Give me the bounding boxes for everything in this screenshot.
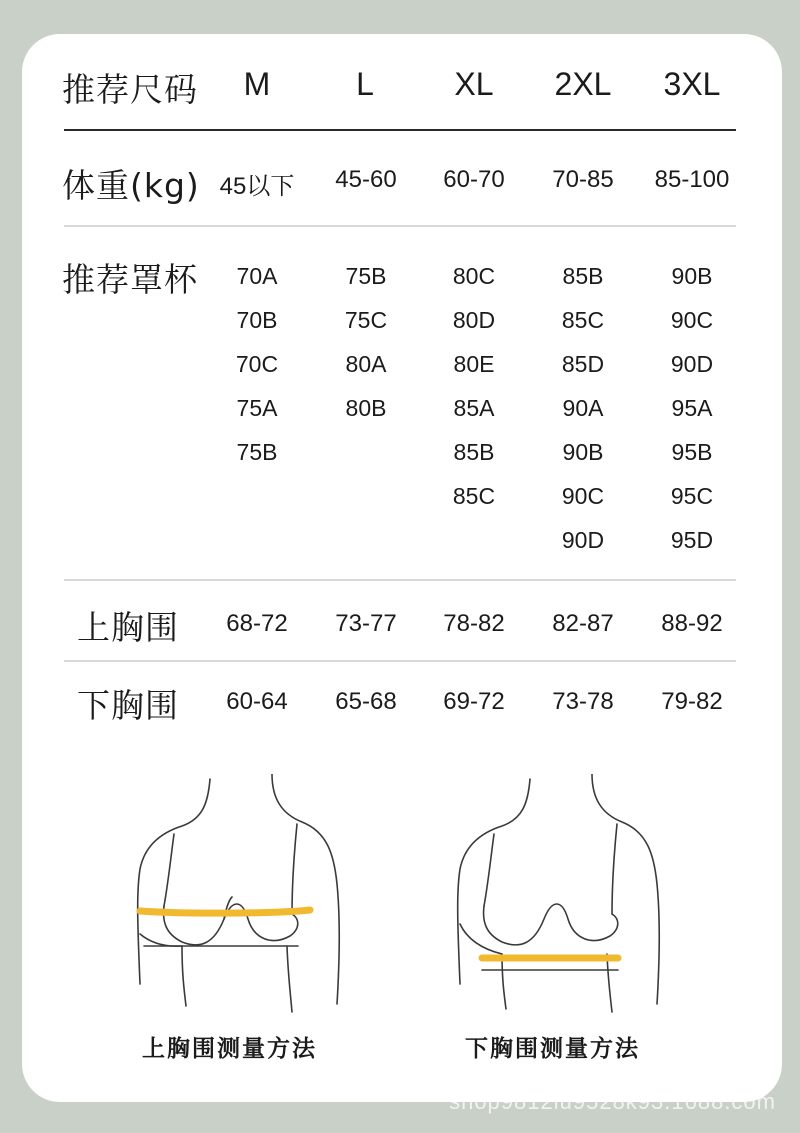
- under-bust-l: 65-68: [335, 688, 397, 715]
- cup-size: 90B: [671, 263, 713, 289]
- cup-size: 85B: [562, 263, 604, 289]
- cup-size: 90D: [670, 351, 714, 377]
- cup-size: 75C: [344, 307, 388, 333]
- header-row: [22, 64, 782, 114]
- cup-column: [637, 254, 747, 562]
- weight-xl: 60-70: [443, 166, 505, 193]
- header-divider: [64, 129, 736, 131]
- size-3xl: 3XL: [663, 66, 721, 102]
- size-l: L: [356, 66, 374, 102]
- cup-size: 90A: [562, 395, 604, 421]
- cup-size: 95C: [670, 483, 714, 509]
- size-m: M: [243, 66, 271, 102]
- upper-bust-method-caption: 上胸围测量方法: [142, 1036, 317, 1062]
- size-2xl: 2XL: [554, 66, 612, 102]
- cup-size: 80E: [453, 351, 495, 377]
- cup-size: 85B: [453, 439, 495, 465]
- cup-column: [202, 254, 312, 474]
- under-bust-illustration: [442, 774, 672, 1014]
- cup-size: 85D: [561, 351, 605, 377]
- cup-size: 80C: [452, 263, 496, 289]
- under-bust-label: 下胸围: [77, 686, 179, 725]
- upper-bust-band: [140, 910, 310, 913]
- cup-size: 75B: [345, 263, 387, 289]
- cup-size: 70A: [236, 263, 278, 289]
- cup-size: 70C: [235, 351, 279, 377]
- under-bust-3xl: 79-82: [661, 688, 723, 715]
- watermark: shop9812lu9528k93.1688.com: [449, 1089, 776, 1114]
- cup-size: 70B: [236, 307, 278, 333]
- cup-size: 85A: [453, 395, 495, 421]
- weight-2xl: 70-85: [552, 166, 614, 193]
- weight-divider: [64, 225, 736, 227]
- upper-bust-label: 上胸围: [77, 608, 179, 647]
- under-bust-2xl: 73-78: [552, 688, 614, 715]
- cup-size: 90C: [561, 483, 605, 509]
- under-bust-m: 60-64: [226, 688, 288, 715]
- size-chart-card: [22, 34, 782, 1102]
- weight-l: 45-60: [335, 166, 397, 193]
- cup-size: 85C: [561, 307, 605, 333]
- recommended-cup-label: 推荐罩杯: [62, 260, 198, 299]
- under-bust-xl: 69-72: [443, 688, 505, 715]
- upper-bust-divider: [64, 660, 736, 662]
- size-xl: XL: [454, 66, 494, 102]
- cup-column: [419, 254, 529, 518]
- cup-size: 95B: [671, 439, 713, 465]
- cup-size: 90C: [670, 307, 714, 333]
- weight-m: 45以下: [219, 173, 295, 200]
- cup-size: 95A: [671, 395, 713, 421]
- cup-size: 90B: [562, 439, 604, 465]
- upper-bust-2xl: 82-87: [552, 610, 614, 637]
- upper-bust-row: [22, 602, 782, 646]
- upper-bust-xl: 78-82: [443, 610, 505, 637]
- cup-size: 85C: [452, 483, 496, 509]
- cup-size: 75B: [236, 439, 278, 465]
- cup-column: [311, 254, 421, 430]
- cup-size: 95D: [670, 527, 714, 553]
- cup-divider: [64, 579, 736, 581]
- weight-row: [22, 160, 782, 204]
- recommended-size-label: 推荐尺码: [62, 70, 198, 109]
- upper-bust-l: 73-77: [335, 610, 397, 637]
- weight-3xl: 85-100: [654, 166, 730, 193]
- cup-size: 80B: [345, 395, 387, 421]
- upper-bust-3xl: 88-92: [661, 610, 723, 637]
- cup-size: 90D: [561, 527, 605, 553]
- under-bust-row: [22, 680, 782, 724]
- upper-bust-illustration: [122, 774, 352, 1014]
- cup-column: [528, 254, 638, 562]
- under-bust-method-caption: 下胸围测量方法: [465, 1036, 640, 1062]
- cup-size: 75A: [236, 395, 278, 421]
- upper-bust-m: 68-72: [226, 610, 288, 637]
- weight-label: 体重(kg): [62, 166, 200, 205]
- cup-size: 80D: [452, 307, 496, 333]
- cup-size: 80A: [345, 351, 387, 377]
